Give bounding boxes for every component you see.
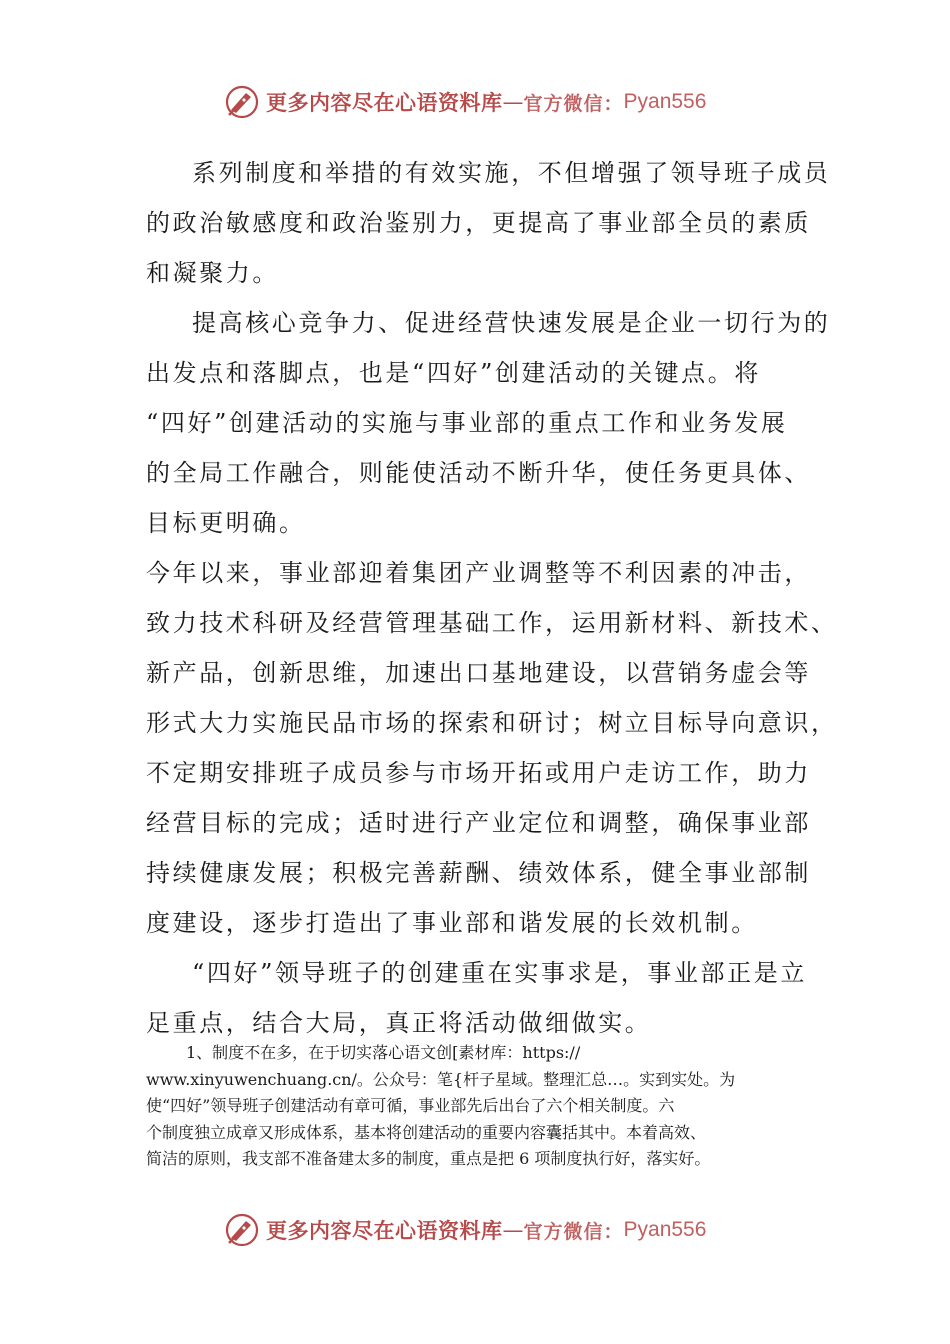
- text-line: 和凝聚力。: [146, 259, 279, 287]
- small-text-line: 简洁的原则，我支部不准备建太多的制度，重点是把 6 项制度执行好，落实好。: [146, 1149, 711, 1168]
- text-line: 度建设，逐步打造出了事业部和谐发展的长效机制。: [146, 909, 758, 937]
- banner-wechat-id: Pyan556: [623, 1218, 707, 1241]
- text-line: 足重点，结合大局，真正将活动做细做实。: [146, 1009, 652, 1037]
- text-line: 的全局工作融合，则能使活动不断升华，使任务更具体、: [146, 459, 811, 487]
- header-banner: [224, 82, 706, 122]
- text-line: 经营目标的完成；适时进行产业定位和调整，确保事业部: [146, 809, 811, 837]
- text-line: “四好”创建活动的实施与事业部的重点工作和业务发展: [146, 409, 788, 437]
- text-line: 今年以来，事业部迎着集团产业调整等不利因素的冲击，: [146, 559, 811, 587]
- text-line: 目标更明确。: [146, 509, 306, 537]
- document-body: [146, 148, 838, 1048]
- footer-banner: [224, 1210, 706, 1250]
- text-line: 系列制度和举措的有效实施，不但增强了领导班子成员: [192, 159, 831, 187]
- small-text-line: 1、制度不在多，在于切实落心语文创[素材库：https://: [186, 1043, 581, 1062]
- paragraph-4: [146, 948, 806, 1048]
- banner-title: 更多内容尽在心语资料库: [266, 90, 503, 115]
- small-text-line: 个制度独立成章又形成体系，基本将创建活动的重要内容囊括其中。本着高效、: [146, 1122, 707, 1142]
- banner-wechat-label: 官方微信：: [523, 92, 624, 115]
- paragraph-1: [146, 148, 831, 298]
- banner-dash: —: [502, 1218, 524, 1242]
- paragraph-3: [146, 548, 838, 948]
- small-text-line: www.xinyuwenchuang.cn/。公众号：笔{杆子星域。整理汇总…。实到实处。为: [146, 1069, 736, 1089]
- pen-nib-logo-icon: [224, 84, 260, 120]
- text-line: 形式大力实施民品市场的探索和研讨；树立目标导向意识，: [146, 709, 838, 737]
- small-paragraph: [146, 1040, 816, 1173]
- pen-nib-logo-icon: [224, 1212, 260, 1248]
- text-line: 新产品，创新思维，加速出口基地建设，以营销务虚会等: [146, 659, 811, 687]
- text-line: 持续健康发展；积极完善薪酬、绩效体系，健全事业部制: [146, 859, 811, 887]
- banner-wechat-id: Pyan556: [623, 90, 707, 113]
- paragraph-2: [146, 298, 831, 548]
- text-line: 的政治敏感度和政治鉴别力，更提高了事业部全员的素质: [146, 209, 811, 237]
- small-text-line: 使“四好”领导班子创建活动有章可循，事业部先后出台了六个相关制度。六: [146, 1096, 675, 1115]
- banner-title: 更多内容尽在心语资料库: [266, 1218, 503, 1243]
- banner-wechat-label: 官方微信：: [523, 1220, 624, 1243]
- text-line: “四好”领导班子的创建重在实事求是，事业部正是立: [192, 959, 807, 987]
- text-line: 不定期安排班子成员参与市场开拓或用户走访工作，助力: [146, 759, 811, 787]
- text-line: 出发点和落脚点，也是“四好”创建活动的关键点。将: [146, 359, 761, 387]
- banner-dash: —: [502, 90, 524, 114]
- text-line: 提高核心竞争力、促进经营快速发展是企业一切行为的: [192, 309, 831, 337]
- text-line: 致力技术科研及经营管理基础工作，运用新材料、新技术、: [146, 609, 838, 637]
